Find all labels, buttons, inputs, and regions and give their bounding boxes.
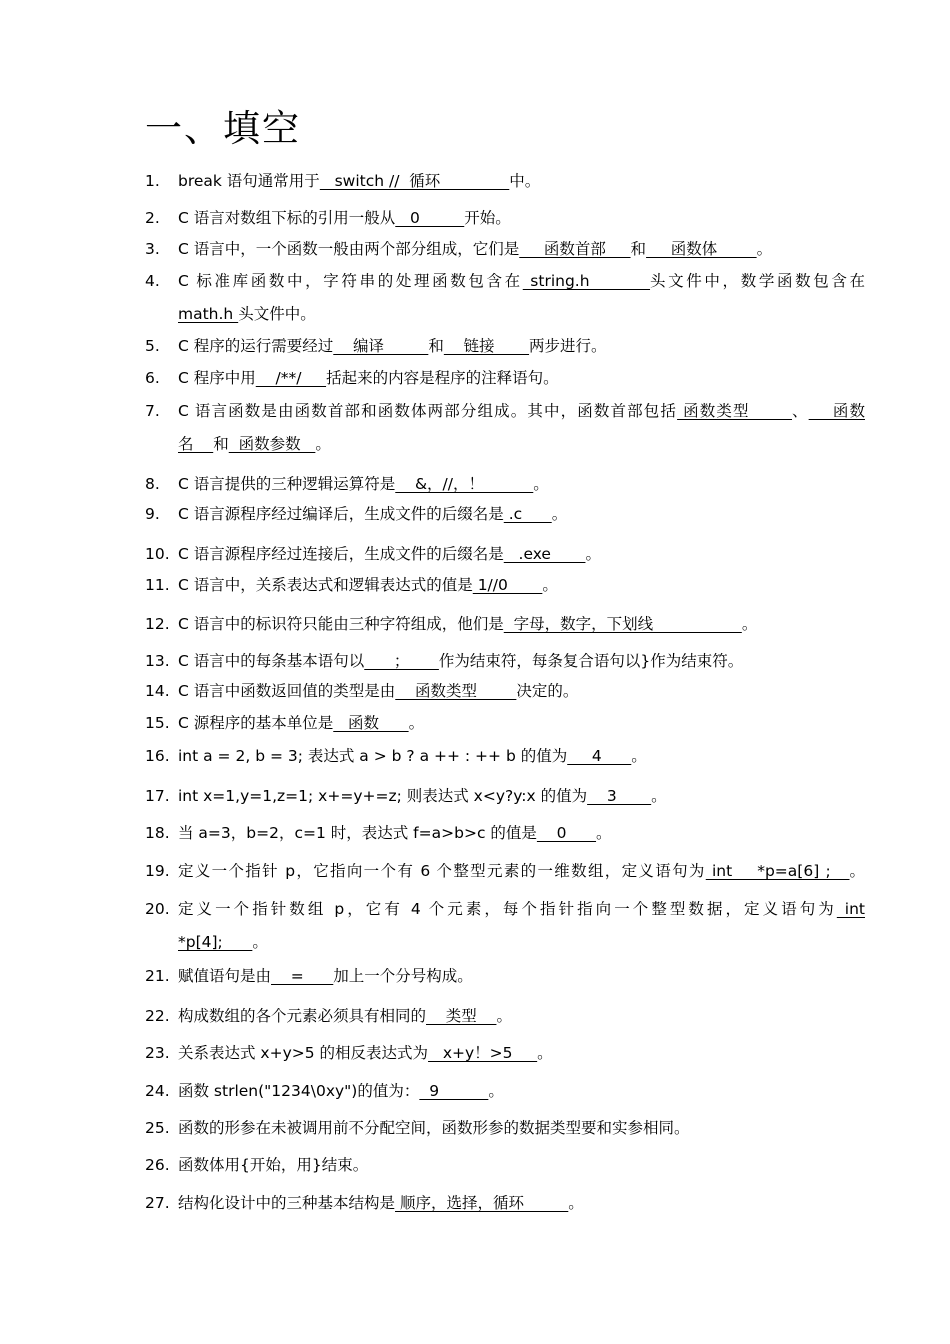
question-text-segment: C 程序中用 bbox=[178, 369, 256, 387]
question-item bbox=[145, 233, 865, 266]
answer-blank: 字母，数字，下划线 bbox=[503, 615, 742, 633]
question-text bbox=[178, 645, 865, 678]
question-text-segment: 。 bbox=[651, 787, 667, 805]
question-text-segment: 加上一个分号构成。 bbox=[333, 967, 473, 985]
question-text bbox=[178, 893, 865, 926]
answer-blank: &，//，！ bbox=[395, 475, 534, 493]
question-text-segment: 关系表达式 x+y>5 的相反表达式为 bbox=[178, 1044, 429, 1062]
question-text bbox=[178, 362, 865, 395]
answer-blank: int bbox=[836, 900, 865, 918]
question-number: 25. bbox=[145, 1119, 170, 1137]
question-text-segment: C 语言源程序经过连接后，生成文件的后缀名是 bbox=[178, 545, 504, 563]
question-text-segment: 当 a=3，b=2，c=1 时，表达式 f=a>b>c 的值是 bbox=[178, 824, 537, 842]
question-item bbox=[145, 468, 865, 501]
question-item bbox=[145, 960, 865, 993]
question-text bbox=[178, 817, 865, 850]
question-text-segment: 头文件中。 bbox=[238, 305, 316, 323]
question-text bbox=[178, 1000, 865, 1033]
question-text bbox=[178, 1075, 865, 1108]
question-item bbox=[145, 740, 865, 773]
question-text-segment: C 语言提供的三种逻辑运算符是 bbox=[178, 475, 396, 493]
question-text-segment: 和 bbox=[630, 240, 647, 258]
question-text-segment: 。 bbox=[585, 545, 601, 563]
answer-blank: 函数 bbox=[333, 714, 409, 732]
question-number: 11. bbox=[145, 576, 170, 594]
question-item bbox=[145, 817, 865, 850]
question-number: 5. bbox=[145, 337, 160, 355]
question-item bbox=[145, 330, 865, 363]
question-number: 13. bbox=[145, 652, 170, 670]
question-item bbox=[145, 855, 865, 888]
question-item bbox=[145, 362, 865, 395]
question-text-segment: 赋值语句是由 bbox=[178, 967, 272, 985]
answer-blank: 函数类型 bbox=[677, 402, 792, 420]
question-text bbox=[178, 740, 865, 773]
question-number: 7. bbox=[145, 402, 160, 420]
answer-blank: string.h bbox=[522, 272, 651, 290]
question-number: 1. bbox=[145, 172, 160, 190]
answer-blank: = bbox=[271, 967, 334, 985]
question-item bbox=[145, 165, 865, 198]
question-text-segment: 。 bbox=[756, 240, 773, 258]
question-text-segment: 结构化设计中的三种基本结构是 bbox=[178, 1194, 396, 1212]
question-item bbox=[145, 1149, 865, 1182]
question-item bbox=[145, 569, 865, 602]
answer-blank: /**/ bbox=[255, 369, 327, 387]
question-number: 22. bbox=[145, 1007, 170, 1025]
question-text bbox=[178, 202, 865, 235]
answer-blank: 函数参数 bbox=[228, 435, 316, 453]
question-text bbox=[178, 165, 865, 198]
answer-blank: .c bbox=[503, 505, 552, 523]
question-text-segment: C 语言源程序经过编译后，生成文件的后缀名是 bbox=[178, 505, 504, 523]
question-text bbox=[178, 608, 865, 641]
question-text bbox=[178, 780, 865, 813]
question-text-segment: 。 bbox=[849, 862, 866, 880]
question-number: 20. bbox=[145, 900, 170, 918]
question-text-segment: C 程序的运行需要经过 bbox=[178, 337, 334, 355]
question-number: 21. bbox=[145, 967, 170, 985]
question-text-segment: C 标准库函数中，字符串的处理函数包含在 bbox=[178, 272, 523, 290]
answer-blank: 4 bbox=[567, 747, 632, 765]
question-number: 18. bbox=[145, 824, 170, 842]
question-text-continued bbox=[178, 926, 865, 959]
answer-blank: 0 bbox=[395, 209, 465, 227]
question-text-segment: 、 bbox=[792, 402, 809, 420]
question-number: 15. bbox=[145, 714, 170, 732]
question-text-continued bbox=[178, 298, 865, 331]
question-text bbox=[178, 855, 865, 888]
answer-blank: ； bbox=[364, 652, 439, 670]
question-text-segment: int a = 2, b = 3; 表达式 a > b ? a ++ : ++ b 的值为 bbox=[178, 747, 568, 765]
question-text bbox=[178, 675, 865, 708]
question-text-segment: 定义一个指针数组 p，它有 4 个元素，每个指针指向一个整型数据，定义语句为 bbox=[178, 900, 837, 918]
question-text-segment: C 语言中的每条基本语句以 bbox=[178, 652, 365, 670]
question-text-segment: 。 bbox=[488, 1082, 504, 1100]
question-text-segment: break 语句通常用于 bbox=[178, 172, 320, 190]
question-text-segment: int x=1,y=1,z=1; x+=y+=z; 则表达式 x<y?y:x 的值为 bbox=[178, 787, 588, 805]
question-item bbox=[145, 202, 865, 235]
answer-blank: 名 bbox=[178, 435, 214, 453]
question-text bbox=[178, 330, 865, 363]
question-text-segment: C 语言中函数返回值的类型是由 bbox=[178, 682, 396, 700]
answer-blank: 类型 bbox=[426, 1007, 497, 1025]
answer-blank: .exe bbox=[503, 545, 586, 563]
question-item bbox=[145, 608, 865, 641]
question-text bbox=[178, 538, 865, 571]
question-text bbox=[178, 233, 865, 266]
question-item bbox=[145, 395, 865, 461]
question-text-segment: 函数 strlen("1234\0xy")的值为： bbox=[178, 1082, 420, 1100]
answer-blank: 编译 bbox=[333, 337, 429, 355]
question-item bbox=[145, 538, 865, 571]
question-text-segment: 两步进行。 bbox=[529, 337, 607, 355]
question-text-segment: 开始。 bbox=[464, 209, 511, 227]
question-text-segment: 函数的形参在未被调用前不分配空间，函数形参的数据类型要和实参相同。 bbox=[178, 1119, 690, 1137]
question-text-segment: 和 bbox=[428, 337, 444, 355]
question-text-segment: 。 bbox=[408, 714, 425, 732]
question-text bbox=[178, 468, 865, 501]
answer-blank: switch // 循环 bbox=[319, 172, 510, 190]
question-item bbox=[145, 675, 865, 708]
answer-blank: 9 bbox=[419, 1082, 489, 1100]
answer-blank: 函数类型 bbox=[395, 682, 517, 700]
question-number: 2. bbox=[145, 209, 160, 227]
question-text-segment: C 语言中，关系表达式和逻辑表达式的值是 bbox=[178, 576, 473, 594]
question-text bbox=[178, 1149, 865, 1182]
question-text-segment: 。 bbox=[631, 747, 647, 765]
answer-blank: 函数首部 bbox=[519, 240, 631, 258]
page-title: 一、填空 bbox=[145, 107, 301, 150]
question-item bbox=[145, 1187, 865, 1220]
question-text-segment: C 语言中的标识符只能由三种字符组成，他们是 bbox=[178, 615, 504, 633]
question-number: 3. bbox=[145, 240, 160, 258]
answer-blank: 函数体 bbox=[646, 240, 757, 258]
question-text-segment: 中。 bbox=[509, 172, 541, 190]
answer-blank: 函数 bbox=[808, 402, 865, 420]
answer-blank: int *p=a[6] ; bbox=[705, 862, 850, 880]
question-item bbox=[145, 498, 865, 531]
question-number: 9. bbox=[145, 505, 160, 523]
question-text bbox=[178, 707, 865, 740]
question-text-segment: C 语言对数组下标的引用一般从 bbox=[178, 209, 396, 227]
question-item bbox=[145, 265, 865, 331]
question-number: 27. bbox=[145, 1194, 170, 1212]
question-text bbox=[178, 498, 865, 531]
question-text bbox=[178, 569, 865, 602]
question-text-segment: 和 bbox=[213, 435, 229, 453]
question-number: 12. bbox=[145, 615, 170, 633]
question-item bbox=[145, 645, 865, 678]
question-item bbox=[145, 780, 865, 813]
answer-blank: 顺序，选择，循环 bbox=[395, 1194, 569, 1212]
question-text-segment: 定义一个指针 p，它指向一个有 6 个整型元素的一维数组，定义语句为 bbox=[178, 862, 706, 880]
question-number: 16. bbox=[145, 747, 170, 765]
question-text bbox=[178, 1112, 865, 1145]
question-text-segment: 。 bbox=[533, 475, 549, 493]
question-text bbox=[178, 265, 865, 298]
answer-blank: 1//0 bbox=[472, 576, 543, 594]
answer-blank: *p[4]; bbox=[178, 933, 253, 951]
question-item bbox=[145, 1000, 865, 1033]
question-text-segment: 。 bbox=[741, 615, 758, 633]
answer-blank: math.h bbox=[178, 305, 239, 323]
question-number: 10. bbox=[145, 545, 170, 563]
question-text-segment: C 语言中，一个函数一般由两个部分组成，它们是 bbox=[178, 240, 520, 258]
question-number: 8. bbox=[145, 475, 160, 493]
answer-blank: 0 bbox=[536, 824, 597, 842]
question-number: 19. bbox=[145, 862, 170, 880]
question-number: 24. bbox=[145, 1082, 170, 1100]
question-text-continued bbox=[178, 428, 865, 461]
question-text bbox=[178, 1037, 865, 1070]
question-text-segment: C 语言函数是由函数首部和函数体两部分组成。其中，函数首部包括 bbox=[178, 402, 678, 420]
question-text-segment: 。 bbox=[315, 435, 331, 453]
question-number: 4. bbox=[145, 272, 160, 290]
question-number: 17. bbox=[145, 787, 170, 805]
question-text bbox=[178, 395, 865, 428]
question-text-segment: 括起来的内容是程序的注释语句。 bbox=[326, 369, 559, 387]
question-item bbox=[145, 1112, 865, 1145]
question-text-segment: 函数体用{开始，用}结束。 bbox=[178, 1156, 369, 1174]
question-text-segment: 。 bbox=[542, 576, 558, 594]
question-number: 6. bbox=[145, 369, 160, 387]
question-item bbox=[145, 893, 865, 959]
answer-blank: 链接 bbox=[443, 337, 530, 355]
question-text-segment: 。 bbox=[551, 505, 568, 523]
question-text-segment: 决定的。 bbox=[516, 682, 579, 700]
question-number: 14. bbox=[145, 682, 170, 700]
question-item bbox=[145, 1075, 865, 1108]
question-number: 23. bbox=[145, 1044, 170, 1062]
question-text-segment: 头文件中，数学函数包含在 bbox=[650, 272, 865, 290]
answer-blank: 3 bbox=[587, 787, 652, 805]
question-text-segment: C 源程序的基本单位是 bbox=[178, 714, 334, 732]
question-text-segment: 构成数组的各个元素必须具有相同的 bbox=[178, 1007, 427, 1025]
question-number: 26. bbox=[145, 1156, 170, 1174]
question-text-segment: 。 bbox=[252, 933, 268, 951]
question-item bbox=[145, 1037, 865, 1070]
question-text-segment: 。 bbox=[596, 824, 612, 842]
question-text-segment: 。 bbox=[568, 1194, 584, 1212]
question-text-segment: 作为结束符，每条复合语句以}作为结束符。 bbox=[438, 652, 744, 670]
question-item bbox=[145, 707, 865, 740]
question-text-segment: 。 bbox=[496, 1007, 512, 1025]
question-text bbox=[178, 960, 865, 993]
question-text bbox=[178, 1187, 865, 1220]
answer-blank: x+y！>5 bbox=[428, 1044, 538, 1062]
question-text-segment: 。 bbox=[537, 1044, 553, 1062]
